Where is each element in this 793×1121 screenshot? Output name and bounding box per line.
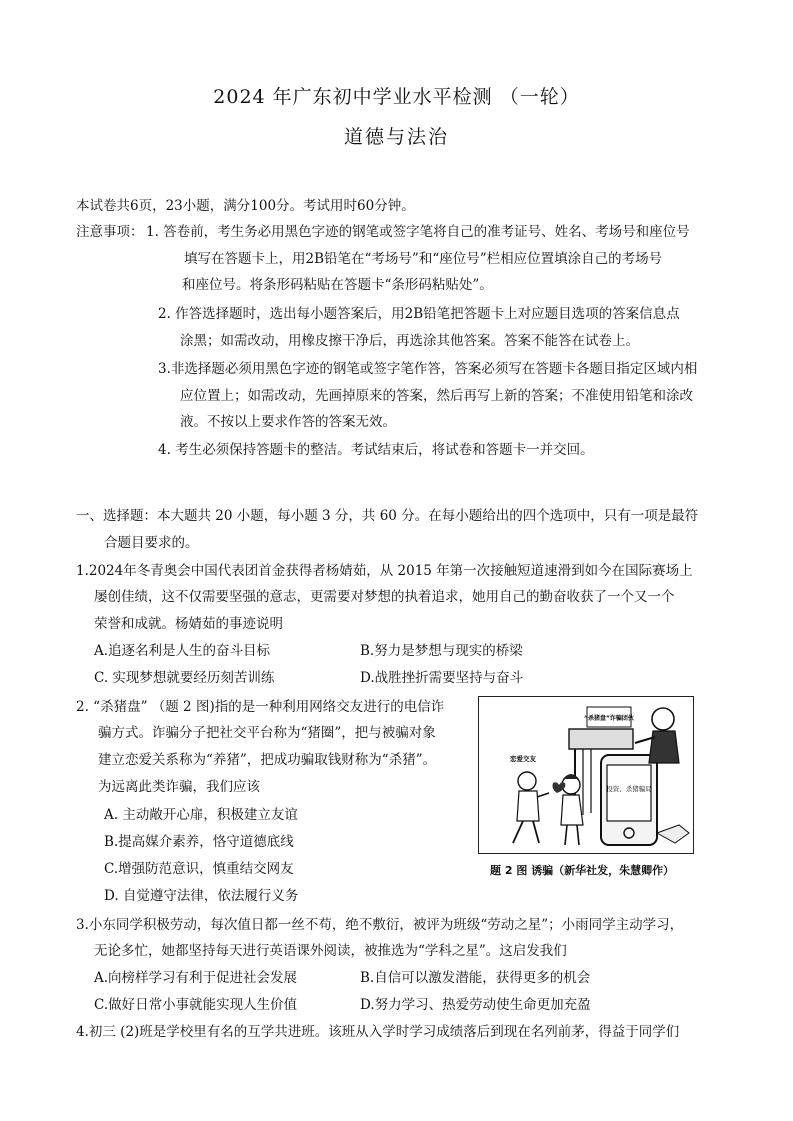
question-2-figure (478, 696, 694, 854)
question-3-text: 3.小东同学积极劳动，每次值日都一丝不苟，绝不敷衍，被评为班级“劳动之星”；小雨同学主动学习， (76, 917, 684, 933)
question-1-option-c: C. 实现梦想就要经历刻苦训练 (94, 670, 275, 686)
question-4-text: 4.初三 (2)班是学校里有名的互学共进班。该班从入学时学习成绩落后到现在名列前茅，得益于同学们 (76, 1024, 680, 1040)
question-3-option-d: D.努力学习、热爱劳动使生命更加充盈 (360, 997, 591, 1013)
notes-line: 液。不按以上要求作答的答案无效。 (180, 414, 396, 430)
notes-line: 1. 答卷前，考生务必用黑色字迹的钢笔或签字笔将自己的准考证号、姓名、考场号和座位号 (146, 224, 690, 240)
notes-line: 2. 作答选择题时，选出每小题答案后，用2B铅笔把答题卡上对应题目选项的答案信息点 (158, 306, 680, 322)
question-3-option-c: C.做好日常小事就能实现人生价值 (94, 997, 298, 1013)
phone-label: 投资、杀猪骗局 (606, 785, 652, 793)
question-1-option-b: B.努力是梦想与现实的桥梁 (360, 643, 523, 659)
question-2-text: 骗方式。诈骗分子把社交平台称为“猪圈”，把与被骗对象 (98, 725, 436, 741)
question-2-text: 为远离此类诈骗，我们应该 (98, 779, 260, 795)
figure-caption: 题 2 图 诱骗（新华社发，朱慧卿作） (490, 864, 675, 877)
notes-line: 涂黑；如需改动，用橡皮擦干净后，再选涂其他答案。答案不能答在试卷上。 (180, 333, 639, 349)
exam-intro: 本试卷共6页，23小题，满分100分。考试用时60分钟。 (76, 198, 415, 214)
notes-label: 注意事项： (76, 224, 144, 240)
question-1-option-a: A.追逐名利是人生的奋斗目标 (94, 643, 271, 659)
subject-title: 道德与法治 (343, 126, 449, 148)
notes-line: 填写在答题卡上，用2B铅笔在“考场号”和“座位号”栏相应位置填涂自己的考场号 (184, 251, 663, 267)
question-1-text: 1.2024年冬青奥会中国代表团首金获得者杨婧茹，从 2015 年第一次接触短道速滑到如今在国际赛场上 (76, 563, 693, 579)
notes-line: 4. 考生必须保持答题卡的整洁。考试结束后，将试卷和答题卡一并交回。 (158, 442, 594, 458)
question-1-option-d: D.战胜挫折需要坚持与奋斗 (360, 670, 524, 686)
question-2-text: 2. “杀猪盘” （题 2 图)指的是一种利用网络交友进行的电信诈 (76, 699, 445, 715)
notes-line: 应位置上；如需改动，先画掉原来的答案，然后再写上新的答案；不准使用铅笔和涂改 (180, 388, 693, 404)
question-3-option-b: B.自信可以激发潜能，获得更多的机会 (360, 970, 591, 986)
question-2-option-a: A. 主动敞开心扉，积极建立友谊 (104, 807, 298, 823)
exam-title: 2024 年广东初中学业水平检测 （一轮） (213, 86, 580, 108)
question-2-option-c: C.增强防范意识，慎重结交网友 (104, 861, 294, 877)
dating-label: 恋爱交友 (510, 755, 536, 763)
question-2-text: 建立恋爱关系称为“养猪”，把成功骗取钱财称为“杀猪”。 (98, 752, 437, 768)
question-1-text: 屡创佳绩，这不仅需要坚强的意志，更需要对梦想的执着追求，她用自己的勤奋收获了一个又一个 (94, 589, 675, 605)
section-heading: 合题目要求的。 (104, 535, 199, 551)
question-2-option-b: B.提高媒介素养，恪守道德底线 (104, 834, 294, 850)
question-3-option-a: A.向榜样学习有利于促进社会发展 (94, 970, 298, 986)
notes-line: 和座位号。将条形码粘贴在答题卡“条形码粘贴处”。 (182, 277, 493, 293)
section-heading: 一、选择题：本大题共 20 小题，每小题 3 分，共 60 分。在每小题给出的四个选项中，只有一项是最符 (76, 508, 699, 524)
cartoon-illustration (479, 697, 693, 853)
notes-line: 3.非选择题必须用黑色字迹的钢笔或签字笔作答，答案必须写在答题卡各题目指定区域内相 (158, 361, 698, 377)
question-3-text: 无论多忙，她都坚持每天进行英语课外阅读，被推选为“学科之星”。这启发我们 (94, 943, 567, 959)
question-2-option-d: D. 自觉遵守法律，依法履行义务 (104, 888, 299, 904)
scam-gang-label: “杀猪盘”诈骗团伙 (584, 715, 634, 722)
question-1-text: 荣誉和成就。杨婧茹的事迹说明 (94, 616, 283, 632)
